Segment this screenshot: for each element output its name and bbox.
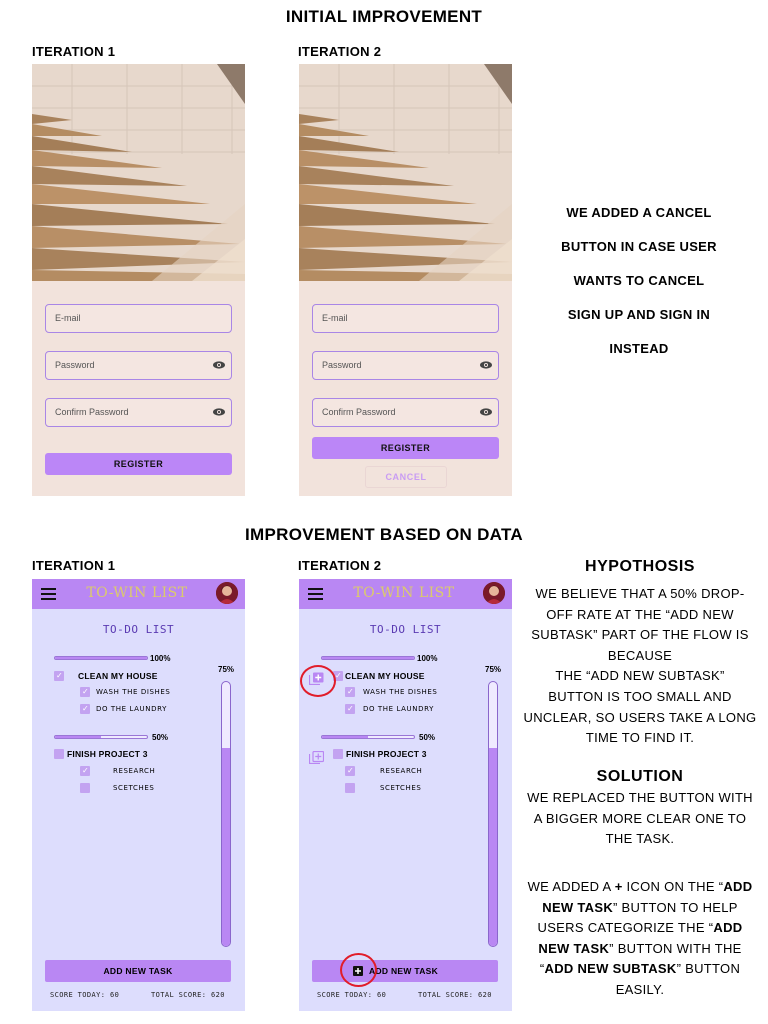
add-new-task-button[interactable]: ADD NEW TASK <box>45 960 231 982</box>
solution-detail-text: ” BUTTON <box>676 961 741 977</box>
subtask-name: WASH THE DISHES <box>363 688 438 696</box>
solution-detail-text: “ <box>539 961 545 977</box>
task-name: CLEAN MY HOUSE <box>78 671 158 681</box>
section-title-data: IMPROVEMENT BASED ON DATA <box>245 525 523 544</box>
iteration-2-label: ITERATION 2 <box>298 44 382 59</box>
hypothesis-line: BUTTON IS TOO SMALL AND <box>548 688 732 704</box>
menu-icon[interactable] <box>308 588 323 600</box>
solution-text <box>520 788 760 850</box>
check-icon: ✓ <box>347 766 354 775</box>
score-today: SCORE TODAY: 60 <box>317 991 387 999</box>
app-bar <box>299 579 512 609</box>
cancel-note-line: WE ADDED A CANCEL <box>566 205 712 220</box>
avatar[interactable] <box>483 582 505 604</box>
password-field[interactable] <box>45 351 232 380</box>
avatar[interactable] <box>216 582 238 604</box>
check-icon: ✓ <box>82 687 89 696</box>
solution-detail-text: ICON ON THE “ <box>622 879 724 894</box>
app-bar <box>32 579 245 609</box>
list-title: TO-DO LIST <box>102 623 175 636</box>
eye-icon[interactable] <box>213 361 225 369</box>
solution-heading: SOLUTION <box>596 768 684 785</box>
solution-detail-text: EASILY. <box>615 981 665 997</box>
total-score: TOTAL SCORE: 620 <box>151 991 225 999</box>
password-placeholder: Password <box>322 360 362 370</box>
app-title: TO-WIN LIST <box>353 585 455 601</box>
solution-line: WE REPLACED THE BUTTON WITH <box>527 790 753 805</box>
overall-progress-bar <box>221 681 231 947</box>
subtask-checkbox[interactable] <box>345 783 355 793</box>
cancel-note-line: BUTTON IN CASE USER <box>561 239 717 254</box>
solution-detail-bold: ADD <box>713 920 743 936</box>
task-name: CLEAN MY HOUSE <box>345 671 425 681</box>
solution-detail-text: USERS CATEGORIZE THE “ <box>537 920 714 936</box>
task-progress-bar <box>54 735 148 739</box>
stairs-photo <box>32 64 245 281</box>
solution-detail <box>520 877 760 1001</box>
todo-screen-iteration-1 <box>32 579 245 1011</box>
check-icon: ✓ <box>82 766 89 775</box>
subtask-name: DO THE LAUNDRY <box>96 705 168 713</box>
hypothesis-line: WE BELIEVE THAT A 50% DROP- <box>535 586 745 601</box>
email-field[interactable]: E-mail <box>45 304 232 333</box>
solution-line: THE TASK. <box>605 831 675 847</box>
check-icon: ✓ <box>347 704 354 713</box>
todo-screen-iteration-2 <box>299 579 512 1011</box>
list-title: TO-DO LIST <box>369 623 442 636</box>
register-screen-iteration-1 <box>32 64 245 496</box>
subtask-checkbox[interactable] <box>345 766 355 776</box>
task-progress-label: 50% <box>152 733 169 742</box>
subtask-checkbox[interactable] <box>345 687 355 697</box>
hypothesis-line: THE “ADD NEW SUBTASK” <box>555 668 725 684</box>
subtask-checkbox[interactable] <box>80 783 90 793</box>
eye-icon[interactable] <box>480 361 492 369</box>
hypothesis-line: SUBTASK” PART OF THE FLOW IS <box>531 627 749 643</box>
solution-detail-bold: NEW TASK <box>542 899 614 915</box>
cancel-note-line: INSTEAD <box>609 341 669 356</box>
task-name: FINISH PROJECT 3 <box>346 749 427 759</box>
confirm-password-placeholder: Confirm Password <box>322 407 396 417</box>
section-title-initial: INITIAL IMPROVEMENT <box>285 7 483 26</box>
stairs-photo <box>299 64 512 281</box>
cancel-note-line: WANTS TO CANCEL <box>573 273 705 288</box>
cancel-button[interactable]: CANCEL <box>365 466 447 488</box>
solution-detail-bold: NEW TASK <box>538 940 610 956</box>
app-title: TO-WIN LIST <box>86 585 188 601</box>
task-progress-bar <box>321 735 415 739</box>
task-progress-label: 100% <box>150 654 171 663</box>
confirm-password-field[interactable] <box>45 398 232 427</box>
solution-detail-bold: ADD <box>723 879 753 894</box>
eye-icon[interactable] <box>213 408 225 416</box>
check-icon: ✓ <box>56 671 63 680</box>
add-subtask-icon[interactable] <box>309 751 324 764</box>
register-button[interactable]: REGISTER <box>312 437 499 459</box>
password-field[interactable] <box>312 351 499 380</box>
task-name: FINISH PROJECT 3 <box>67 749 148 759</box>
subtask-checkbox[interactable] <box>80 687 90 697</box>
task-progress-label: 100% <box>417 654 438 663</box>
hypothesis-line: TIME TO FIND IT. <box>585 730 695 746</box>
overall-progress-label: 75% <box>218 665 235 674</box>
register-button[interactable]: REGISTER <box>45 453 232 475</box>
check-icon: ✓ <box>82 704 89 713</box>
iteration-2-label: ITERATION 2 <box>298 558 382 573</box>
highlight-circle-add-subtask <box>300 665 336 697</box>
confirm-password-field[interactable] <box>312 398 499 427</box>
solution-line: A BIGGER MORE CLEAR ONE TO <box>533 810 747 826</box>
task-progress-label: 50% <box>419 733 436 742</box>
hypothesis-heading: HYPOTHOSIS <box>585 558 695 575</box>
solution-detail-text: ” BUTTON TO HELP <box>613 899 738 915</box>
cancel-note <box>549 196 729 366</box>
check-icon: ✓ <box>347 687 354 696</box>
solution-detail-text: ” BUTTON WITH THE <box>609 940 742 956</box>
email-field[interactable]: E-mail <box>312 304 499 333</box>
subtask-checkbox[interactable] <box>345 704 355 714</box>
solution-detail-bold: + <box>614 879 623 894</box>
task-progress-bar <box>54 656 148 660</box>
subtask-checkbox[interactable] <box>80 704 90 714</box>
task-progress-bar <box>321 656 415 660</box>
iteration-1-label: ITERATION 1 <box>32 44 116 59</box>
eye-icon[interactable] <box>480 408 492 416</box>
overall-progress-label: 75% <box>485 665 502 674</box>
confirm-password-placeholder: Confirm Password <box>55 407 129 417</box>
iteration-1-label: ITERATION 1 <box>32 558 116 573</box>
subtask-name: SCETCHES <box>113 784 155 792</box>
overall-progress-bar <box>488 681 498 947</box>
check-icon: ✓ <box>335 671 342 680</box>
subtask-name: RESEARCH <box>113 767 156 775</box>
score-today: SCORE TODAY: 60 <box>50 991 120 999</box>
subtask-checkbox[interactable] <box>80 766 90 776</box>
subtask-name: SCETCHES <box>380 784 422 792</box>
hypothesis-text <box>520 584 760 749</box>
subtask-name: DO THE LAUNDRY <box>363 705 435 713</box>
hypothesis-line: OFF RATE AT THE “ADD NEW <box>546 606 734 622</box>
cancel-note-line: SIGN UP AND SIGN IN <box>567 307 711 322</box>
subtask-name: RESEARCH <box>380 767 423 775</box>
task-checkbox[interactable] <box>54 671 64 681</box>
hypothesis-line: BECAUSE <box>607 647 673 663</box>
password-placeholder: Password <box>55 360 95 370</box>
total-score: TOTAL SCORE: 620 <box>418 991 492 999</box>
subtask-name: WASH THE DISHES <box>96 688 171 696</box>
task-checkbox[interactable] <box>54 749 64 759</box>
register-screen-iteration-2 <box>299 64 512 496</box>
add-new-task-label: ADD NEW TASK <box>369 966 439 976</box>
solution-detail-text: WE ADDED A <box>527 879 615 894</box>
menu-icon[interactable] <box>41 588 56 600</box>
hypothesis-line: UNCLEAR, SO USERS TAKE A LONG <box>523 709 757 725</box>
task-checkbox[interactable] <box>333 749 343 759</box>
highlight-circle-add-task <box>340 953 377 987</box>
solution-detail-bold: ADD NEW SUBTASK <box>544 961 677 977</box>
